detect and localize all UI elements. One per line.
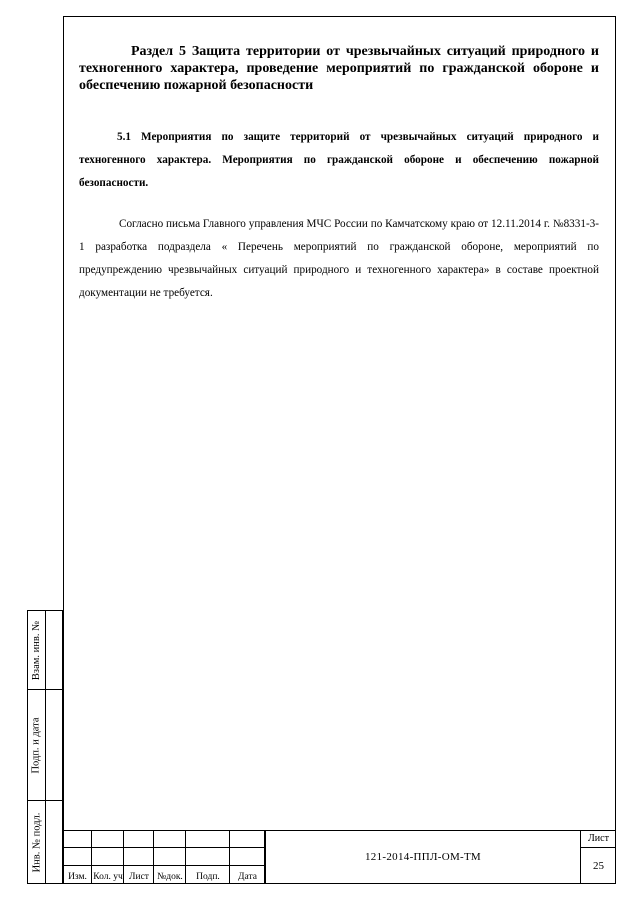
title-block	[63, 830, 616, 884]
sheet-label: Лист	[581, 830, 616, 848]
sheet-number: 25	[593, 860, 604, 872]
col-data: Дата	[238, 872, 257, 882]
body-paragraph: Согласно письма Главного управления МЧС России по Камчатскому краю от 12.11.2014 г. №8331-3-1 разработка подраздела « Перечень мероприятий по гражданской обороне, мероприятий по предупреждению чрезвычайных ситуаций природного и техногенного характера» в составе проектной документации не требуется.	[79, 218, 599, 299]
sheet-box	[581, 830, 616, 884]
col-podp: Подп.	[196, 872, 220, 882]
col-ndok: №док.	[157, 872, 183, 882]
sign-date-label: Подп. и дата	[31, 716, 43, 774]
document-code: 121-2014-ППЛ-ОМ-ТМ	[265, 830, 581, 884]
col-kol-uch: Кол. уч	[93, 872, 123, 882]
col-list: Лист	[129, 872, 149, 882]
side-block-inv-orig	[27, 800, 63, 884]
side-block-swap-inv	[27, 610, 63, 690]
revision-grid	[63, 830, 263, 884]
col-izm: Изм.	[68, 872, 87, 882]
subsection-title: 5.1 Мероприятия по защите территорий от чрезвычайных ситуаций природного и техногенного характера. Мероприятия по гражданской обороне и обеспечению пожарной безопасности.	[79, 131, 599, 189]
swap-inv-label: Взам. инв. №	[31, 620, 43, 680]
section-title: Раздел 5 Защита территории от чрезвычайных ситуаций природного и техногенного характера, проведение мероприятий по гражданской обороне и обеспечению пожарной безопасности	[79, 44, 599, 93]
side-stamp	[27, 610, 65, 884]
inv-orig-label: Инв. № подл.	[31, 812, 43, 872]
side-block-sign-date	[27, 689, 63, 801]
